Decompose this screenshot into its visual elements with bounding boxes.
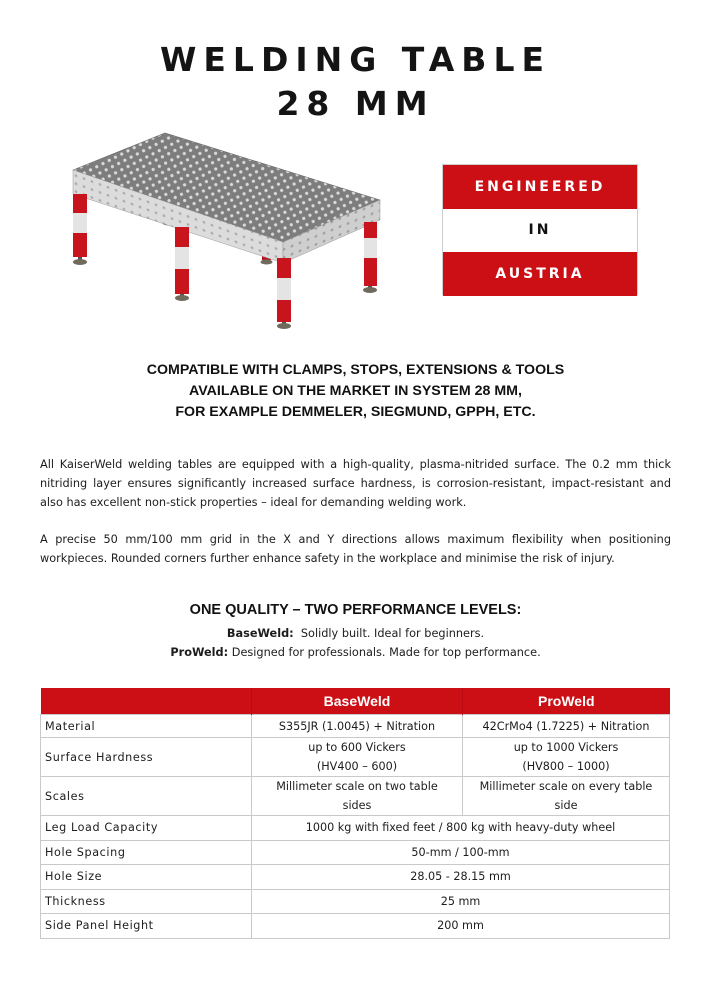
description-paragraph-1: All KaiserWeld welding tables are equipped with a high-quality, plasma-nitrided surface. The 0.2 mm thick nitriding layer ensures significantly increased surface hardness, is corrosion-resistant, impact-resistant and also has excellent non-stick properties – ideal for demanding welding work. bbox=[40, 458, 671, 509]
header-proweld: ProWeld bbox=[463, 688, 670, 715]
scales-baseweld bbox=[252, 777, 463, 816]
spec-table bbox=[40, 688, 670, 939]
header-baseweld: BaseWeld bbox=[252, 688, 463, 715]
scales-baseweld-line2: sides bbox=[342, 799, 372, 812]
surface-hardness-proweld bbox=[463, 738, 670, 777]
hole-spacing-value: 50-mm / 100-mm bbox=[252, 840, 670, 865]
leg-load-capacity-value: 1000 kg with fixed feet / 800 kg with heavy-duty wheel bbox=[252, 816, 670, 841]
table-row bbox=[41, 816, 670, 841]
scales-proweld-line2: side bbox=[554, 799, 578, 812]
proweld-label: ProWeld: bbox=[170, 646, 229, 659]
badge-line-in: IN bbox=[443, 209, 637, 253]
proweld-text: Designed for professionals. Made for top performance. bbox=[231, 646, 541, 659]
performance-levels-heading: ONE QUALITY – TWO PERFORMANCE LEVELS: bbox=[189, 602, 522, 618]
compatibility-line-2: AVAILABLE ON THE MARKET IN SYSTEM 28 MM, bbox=[189, 383, 522, 399]
table-row bbox=[41, 865, 670, 890]
row-label-hole-spacing: Hole Spacing bbox=[41, 840, 252, 865]
surface-hardness-baseweld bbox=[252, 738, 463, 777]
surface-hardness-baseweld-line1: up to 600 Vickers bbox=[308, 741, 406, 754]
row-label-scales: Scales bbox=[41, 777, 252, 816]
table-row bbox=[41, 840, 670, 865]
compatibility-line-3: FOR EXAMPLE DEMMELER, SIEGMUND, GPPH, ETC. bbox=[175, 404, 536, 420]
row-label-side-panel-height: Side Panel Height bbox=[41, 914, 252, 939]
page-subtitle: 28 MM bbox=[276, 84, 435, 123]
scales-baseweld-line1: Millimeter scale on two table bbox=[276, 780, 438, 793]
surface-hardness-baseweld-line2: (HV400 – 600) bbox=[316, 760, 398, 773]
badge-line-engineered: ENGINEERED bbox=[443, 165, 637, 209]
scales-proweld-line1: Millimeter scale on every table bbox=[479, 780, 653, 793]
description-paragraph-2: A precise 50 mm/100 mm grid in the X and Y directions allows maximum flexibility when positioning workpieces. Rounded corners further enhance safety in the workplace and minimise the risk of injury. bbox=[40, 533, 671, 565]
baseweld-summary bbox=[0, 627, 711, 640]
welding-table-image bbox=[50, 125, 400, 335]
row-label-surface-hardness: Surface Hardness bbox=[41, 738, 252, 777]
hole-size-value: 28.05 - 28.15 mm bbox=[252, 865, 670, 890]
surface-hardness-proweld-line1: up to 1000 Vickers bbox=[513, 741, 619, 754]
baseweld-label: BaseWeld: bbox=[226, 627, 294, 640]
compatibility-statement bbox=[0, 360, 711, 423]
table-row bbox=[41, 715, 670, 738]
table-row bbox=[41, 889, 670, 914]
spec-table-header bbox=[41, 688, 670, 715]
table-row bbox=[41, 738, 670, 777]
row-label-thickness: Thickness bbox=[41, 889, 252, 914]
side-panel-height-value: 200 mm bbox=[252, 914, 670, 939]
engineered-in-austria-badge bbox=[442, 164, 638, 295]
thickness-value: 25 mm bbox=[252, 889, 670, 914]
page-title: WELDING TABLE bbox=[159, 40, 552, 79]
surface-hardness-proweld-line2: (HV800 – 1000) bbox=[522, 760, 610, 773]
baseweld-text: Solidly built. Ideal for beginners. bbox=[300, 627, 485, 640]
material-proweld: 42CrMo4 (1.7225) + Nitration bbox=[463, 715, 670, 738]
compatibility-line-1: COMPATIBLE WITH CLAMPS, STOPS, EXTENSIONS & TOOLS bbox=[146, 362, 565, 378]
row-label-hole-size: Hole Size bbox=[41, 865, 252, 890]
scales-proweld bbox=[463, 777, 670, 816]
row-label-material: Material bbox=[41, 715, 252, 738]
row-label-leg-load-capacity: Leg Load Capacity bbox=[41, 816, 252, 841]
table-row bbox=[41, 777, 670, 816]
table-row bbox=[41, 914, 670, 939]
header-empty bbox=[41, 688, 252, 715]
proweld-summary bbox=[0, 646, 711, 659]
badge-line-austria: AUSTRIA bbox=[443, 252, 637, 296]
material-baseweld: S355JR (1.0045) + Nitration bbox=[252, 715, 463, 738]
